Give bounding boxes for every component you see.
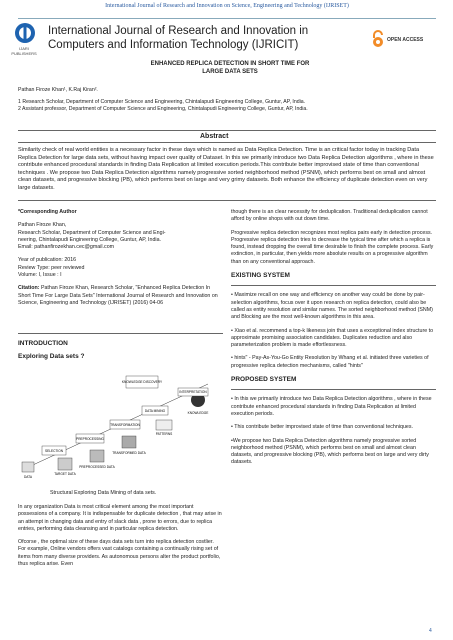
corr-line: neering, Chintalapudi Engineering College, Guntur, AP, India. xyxy=(18,236,162,243)
divider xyxy=(18,333,223,334)
left-column xyxy=(18,209,223,307)
page-number: 4 xyxy=(429,628,432,634)
pub-line: Year of publication: 2016 xyxy=(18,257,77,264)
divider xyxy=(231,285,436,286)
pub-line: Volume: I, Issue : I xyxy=(18,272,62,279)
affiliation-2: 2 Assistant professor, Department of Computer Science and Engineering, Chintalapudi Engineering College, Guntur, AP, India. xyxy=(18,106,308,112)
abstract-heading: Abstract xyxy=(200,133,229,140)
ijari-logo-icon xyxy=(14,22,36,44)
exploring-subheading: Exploring Data sets ? xyxy=(18,353,85,361)
fig-label: DATA MINING xyxy=(144,409,166,413)
fig-label: KNOWLEDGE xyxy=(187,411,209,415)
divider xyxy=(18,130,436,131)
bullet: • This contribute better improvised state of time than conventional techniques. xyxy=(231,424,413,431)
citation-label: Citation: xyxy=(18,285,40,292)
paragraph: Ofcorse , the optimal size of these days data sets turn into replica detection costlier. For example, Online vendors offers vast catalogs containing a continually rising set of items from many diverse providers. As autonomous persons alter the product portfolio, thus replica arise. Even xyxy=(18,539,221,568)
logo-text: IJARI PUBLISHERS xyxy=(11,46,37,56)
fig-label: KNOWLEDGE DISCOVERY xyxy=(121,380,163,384)
fig-label: PREPROCESSED DATA xyxy=(79,465,115,469)
bullet: • Xiao et al. recommend a top-k likeness join that uses a exceptional index structure to approximate promising association candidates. Duplicates reduction and also parameterization problem is made effortlessness. xyxy=(231,327,434,349)
introduction-heading: INTRODUCTION xyxy=(18,340,68,347)
journal-title xyxy=(48,24,348,52)
paragraph: though there is an clear necessity for deduplication. Traditional deduplication cannot afford by online shops with out down time. xyxy=(231,209,428,223)
proposed-system-heading: PROPOSED SYSTEM xyxy=(231,376,297,384)
paper-title xyxy=(80,60,380,76)
fig-label: DATA xyxy=(23,475,33,479)
paragraph: Progressive replica detection recognizes most replica pairs early in detection process. Progressive replica detection tries to decrease the typical time after which a replica is found, instead dropping the overall time desirable to finish the complete process. Early extinction, in particular, then yields more absolute results on a progressive algorithm than on any conventional approach. xyxy=(231,229,434,265)
divider xyxy=(18,142,436,143)
open-access-label: OPEN ACCESS xyxy=(387,37,424,43)
bullet: • In this we primarily introduce two Data Replica Detection algorithms , where in these contribute enhanced procedural standards in finding Data Replication at limited execution periods. xyxy=(231,396,432,417)
fig-label: TRANSFORMED DATA xyxy=(112,451,146,455)
citation xyxy=(18,285,223,307)
figure-caption: Structural Exploring Data Mining of data sets. xyxy=(50,490,157,496)
intro-text xyxy=(18,504,223,574)
fig-label: PREPROCESSING xyxy=(76,437,104,441)
divider xyxy=(231,389,436,390)
authors: Pathan Firoze Khan¹, K.Raj Kiran². xyxy=(18,87,98,93)
divider xyxy=(18,200,436,201)
fig-label: TARGET DATA xyxy=(54,472,76,476)
right-column xyxy=(231,209,436,473)
pub-line: Review Type: peer reviewed xyxy=(18,264,85,271)
running-title: International Journal of Research and Innovation on Science, Engineering and Technology (IJRISET) xyxy=(105,3,349,9)
fig-label: INTERPRETATION xyxy=(179,390,207,394)
fig-label: PATTERNS xyxy=(155,432,173,436)
journal-title-line2: Computers and Information Technology (IJRICIT) xyxy=(48,39,299,51)
bullet: •We propose two Data Replica Detection algorithms namely progressive sorted neighborhood method (PSNM), which performs best on small and almost clean datasets, and progressive blocking (PB), which performs best on large and very dirty datasets. xyxy=(231,437,429,466)
corr-line: Pathan Firoze Khan, xyxy=(18,222,67,229)
corr-line: Research Scholar, Department of Computer Science and Engi- xyxy=(18,229,166,236)
journal-title-line1: International Journal of Research and Innovation in xyxy=(48,25,309,37)
citation-text: Pathan Firoze Khan, Research Scholar, "Enhanced Replica Detection In Short Time For Large Data Sets" International Journal of Research and Innovation on Science, Engineering and Technology (IJRISET) (2016) 04-06 xyxy=(18,285,218,306)
paper-title-line2: LARGE DATA SETS xyxy=(202,69,258,75)
fig-label: SELECTION xyxy=(44,449,64,453)
fig-label: TRANSFORMATION xyxy=(110,423,140,427)
affiliation-1: 1 Research Scholar, Department of Computer Science and Engineering, Chintalapudi Engineering College, Guntur, AP, India. xyxy=(18,99,306,105)
bullet: • Maximize recall on one way and efficiency on another way could be done by pair-selection algorithms, focus over it upon research on replica detection, could also be called as entity resolution and similar names. The sorted neighborhood method (SNM) and Blocking are the most well-known algorithms in this area. xyxy=(231,292,433,321)
bullet: • hints" - Pay-As-You-Go Entity Resolution by Whang et al. initiated three varieties of progressive replica detection mechanisms, called "hints" xyxy=(231,355,429,369)
kdd-process-figure xyxy=(18,374,218,482)
abstract-text: Similarity check of real world entities is a necessary factor in these days which is named as Data Replica Detection. Time is an critical factor today in tracking Data Replica Detection for large data sets, without having impact over quality of Dataset. In this we primarily introduce two Data Replica Detection algorithms , where in these contribute enhanced procedural standards in finding Data Replication at limited execution periods.This contribute better improvised state of time than conventional techniques . We propose two Data Replica Detection algorithms namely progressive sorted neighborhood method (PSNM), which performs best on small and almost clean datasets, and progressive blocking (PB), which performs best on large and very grimy datasets. Both enhance the efficiency of duplicate detection even on very large datasets. xyxy=(18,147,434,191)
paragraph: In any organization Data is most critical element among the most important possessions of a company. It is indispensable for duplicate detection , that may arise in an attempt in changing data and entry of slack data , prone to errors, due to replica entries, performing data cleansing and in particular replica detection. xyxy=(18,504,222,532)
running-header xyxy=(18,0,436,19)
corr-line: Email: pathanfirozekhan.cec@gmail.com xyxy=(18,244,115,251)
corresponding-author-heading: *Corresponding Author xyxy=(18,209,77,215)
paper-title-line1: ENHANCED REPLICA DETECTION IN SHORT TIME FOR xyxy=(150,61,310,67)
intro-block xyxy=(18,336,84,361)
existing-system-heading: EXISTING SYSTEM xyxy=(231,272,290,280)
